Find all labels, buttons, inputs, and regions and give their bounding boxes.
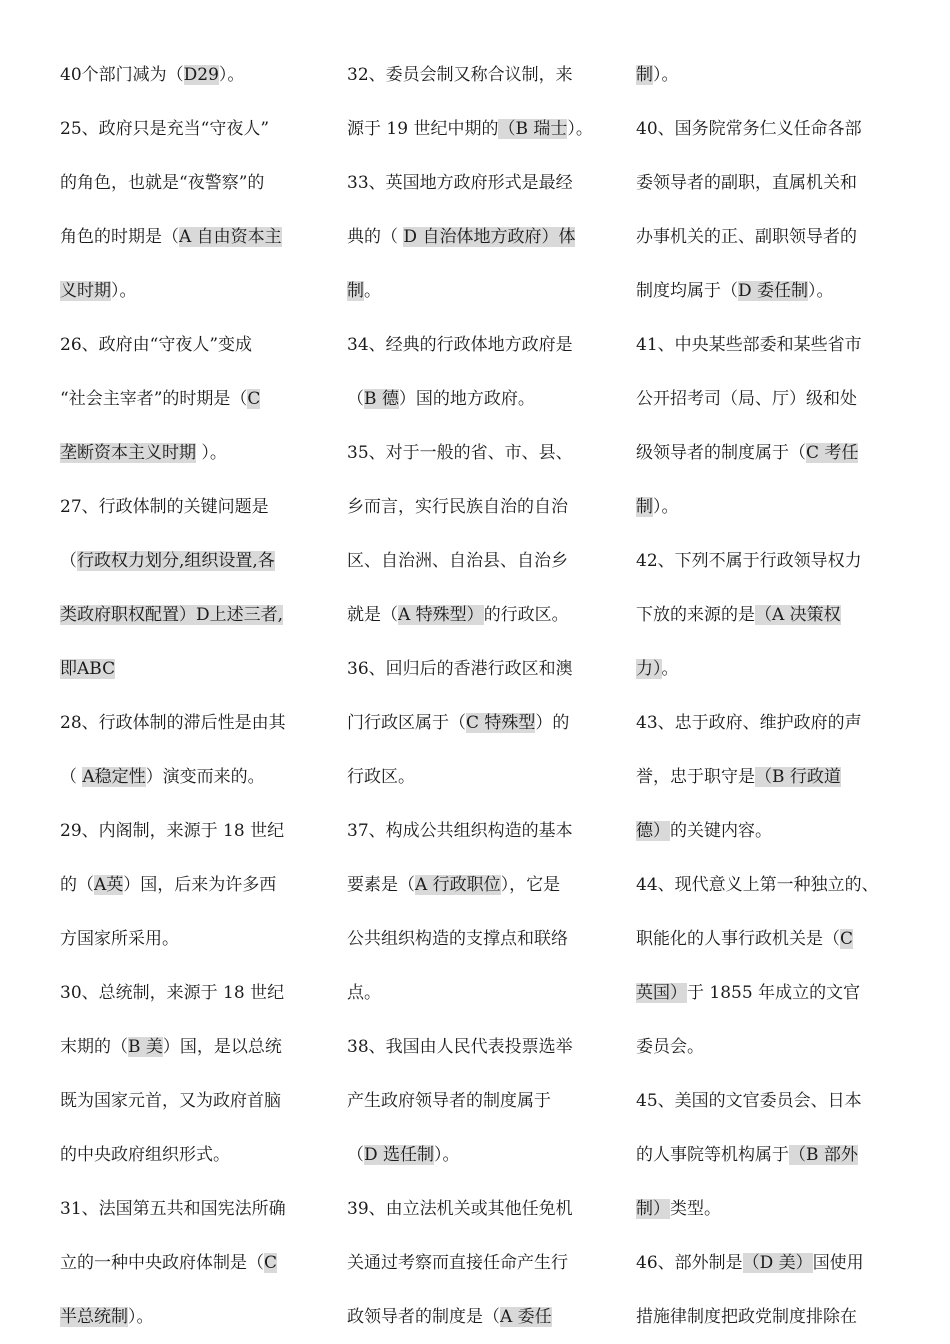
text-segment: 委员会。 [636,1037,704,1057]
highlighted-answer: A 自由资本主 [179,227,282,247]
text-segment: 29、内阁制，来源于 18 世纪 [60,821,285,841]
highlighted-answer: C [264,1253,278,1273]
highlighted-answer: A 委任 [500,1307,552,1327]
text-segment: 行政区。 [347,767,415,787]
text-line [347,1236,609,1290]
highlighted-answer: （D 美） [742,1253,813,1273]
text-segment: （ [60,767,83,787]
text-line [60,102,322,156]
text-line [60,210,322,264]
text-line [636,1182,898,1236]
highlighted-answer: 垄断资本主义时期 [60,443,196,463]
text-segment: 关通过考察而直接任命产生行 [347,1253,568,1273]
text-segment: 40个部门减为（ [60,65,184,85]
highlighted-answer: C 特殊型 [466,713,536,733]
text-line [347,696,609,750]
text-line [347,426,609,480]
text-line [60,1074,322,1128]
text-line [636,1020,898,1074]
highlighted-answer: D 选任制 [364,1145,435,1165]
text-segment: 。 [661,659,679,679]
text-segment: 委领导者的副职，直属机关和 [636,173,857,193]
text-line [636,318,898,372]
highlighted-answer: 德） [636,821,670,841]
text-line [60,480,322,534]
text-segment: 措施律制度把政党制度排除在 [636,1307,857,1327]
highlighted-answer: （B 部外 [789,1145,858,1165]
text-segment: 区、自治洲、自治县、自治乡 [347,551,568,571]
highlighted-answer: A 行政职位 [415,875,501,895]
text-line [60,1020,322,1074]
text-segment: 的（ [60,875,94,895]
text-line [60,804,322,858]
highlighted-answer: 即ABC [60,659,116,679]
text-segment: 38、我国由人民代表投票选举 [347,1037,573,1057]
text-segment: 41、中央某些部委和某些省市 [636,335,862,355]
text-segment: 要素是（ [347,875,415,895]
highlighted-answer: B 美 [128,1037,163,1057]
highlighted-answer: 半总统制 [60,1307,128,1327]
text-segment: ）国，是以总统 [162,1037,282,1057]
text-segment: 公开招考司（局、厅）级和处 [636,389,857,409]
text-segment: 33、英国地方政府形式是最经 [347,173,573,193]
text-segment: 32、委员会制又称合议制，来 [347,65,573,85]
text-line [347,1128,609,1182]
highlighted-answer: 义时期 [60,281,111,301]
text-segment: ）。 [567,119,593,139]
text-line [60,264,322,318]
highlighted-answer: （B 行政道 [755,767,841,787]
text-segment: ）演变而来的。 [145,767,265,787]
text-line [347,588,609,642]
text-line [347,318,609,372]
highlighted-answer: B 德 [364,389,399,409]
highlighted-answer: A 特殊型） [398,605,484,625]
text-line [636,156,898,210]
text-segment: 27、行政体制的关键问题是 [60,497,269,517]
text-segment: 的行政区。 [483,605,569,625]
text-segment: 既为国家元首，又为政府首脑 [60,1091,281,1111]
text-line [60,1128,322,1182]
text-segment: 誉，忠于职守是 [636,767,755,787]
text-line [636,588,898,642]
text-segment: 37、构成公共组织构造的基本 [347,821,573,841]
text-segment: 乡而言，实行民族自治的自治 [347,497,568,517]
text-line [636,1128,898,1182]
text-line [347,372,609,426]
text-segment: 的人事院等机构属于 [636,1145,789,1165]
text-segment: ）。 [218,65,245,85]
text-segment: 30、总统制，来源于 18 世纪 [60,983,285,1003]
text-segment: 下放的来源的是 [636,605,755,625]
text-line [347,966,609,1020]
text-line [636,642,898,696]
text-line [347,1074,609,1128]
text-line [60,372,322,426]
text-line [636,264,898,318]
text-line [347,1290,609,1344]
text-segment: 42、下列不属于行政领导权力 [636,551,862,571]
text-segment: ）国的地方政府。 [398,389,535,409]
text-segment: 34、经典的行政体地方政府是 [347,335,573,355]
text-segment: ）的 [535,713,570,733]
text-line [636,1236,898,1290]
text-segment: ）。 [808,281,834,301]
text-segment: ）。 [128,1307,154,1327]
highlighted-answer: D 自治体地方政府）体 [403,227,576,247]
text-segment: （ [347,1145,364,1165]
highlighted-answer: 力） [636,659,662,679]
text-line [347,1182,609,1236]
highlighted-answer: 行政权力划分,组织设置,各 [77,551,275,571]
text-line [60,750,322,804]
text-segment: （ [347,389,364,409]
text-line [60,534,322,588]
text-line [636,102,898,156]
text-line [60,1182,322,1236]
text-line [636,966,898,1020]
text-segment: 36、回归后的香港行政区和澳 [347,659,573,679]
text-segment: 于 1855 年成立的文官 [687,983,861,1003]
text-segment: ）。 [653,65,679,85]
text-segment: （ [60,551,77,571]
text-line [636,696,898,750]
text-segment: 45、美国的文官委员会、日本 [636,1091,862,1111]
text-segment: ）国，后来为许多西 [123,875,277,895]
text-line [60,858,322,912]
text-segment: 级领导者的制度属于（ [636,443,806,463]
text-segment: ），它是 [500,875,561,895]
text-line [347,750,609,804]
text-segment: 职能化的人事行政机关是（ [636,929,840,949]
text-segment: 公共组织构造的支撑点和联络 [347,929,568,949]
text-segment: 46、部外制是 [636,1253,743,1273]
text-segment: 国使用 [812,1253,864,1273]
highlighted-answer: D 委任制 [738,281,809,301]
highlighted-answer: C [840,929,854,949]
text-segment: 产生政府领导者的制度属于 [347,1091,551,1111]
text-line [636,912,898,966]
text-line [60,642,322,696]
text-segment: 方国家所采用。 [60,929,179,949]
text-line [60,156,322,210]
text-segment: 角色的时期是（ [60,227,179,247]
text-line [347,102,609,156]
text-line [60,1290,322,1344]
text-line [636,372,898,426]
text-line [347,156,609,210]
text-segment: 门行政区属于（ [347,713,466,733]
text-segment: 的关键内容。 [670,821,772,841]
text-segment: 的角色，也就是“夜警察”的 [60,173,265,193]
highlighted-answer: 英国） [636,983,687,1003]
text-line [347,642,609,696]
text-segment: ）。 [196,443,227,463]
text-line [636,534,898,588]
highlighted-answer: D29 [183,65,219,85]
highlighted-answer: 制） [636,1199,670,1219]
text-column-right [636,48,898,1344]
text-segment: 办事机关的正、副职领导者的 [636,227,857,247]
text-line [636,426,898,480]
text-line [347,48,609,102]
text-segment: 就是（ [347,605,398,625]
text-column-left [60,48,322,1344]
text-line [60,966,322,1020]
text-line [347,804,609,858]
text-line [347,912,609,966]
text-segment: 40、国务院常务仁义任命各部 [636,119,862,139]
text-segment: 43、忠于政府、维护政府的声 [636,713,862,733]
highlighted-answer: （A 决策权 [755,605,841,625]
text-segment: ）。 [653,497,679,517]
text-line [60,696,322,750]
text-line [636,210,898,264]
text-segment: 39、由立法机关或其他任免机 [347,1199,573,1219]
highlighted-answer: C 考任 [806,443,859,463]
text-segment: 源于 19 世纪中期的 [347,119,499,139]
text-segment: ）。 [434,1145,460,1165]
text-segment: 末期的（ [60,1037,128,1057]
text-segment: 类型。 [670,1199,721,1219]
text-segment: 26、政府由“守夜人”变成 [60,335,253,355]
highlighted-answer: A稳定性 [82,767,146,787]
text-segment: “社会主宰者”的时期是（ [60,389,248,409]
text-segment: 28、行政体制的滞后性是由其 [60,713,286,733]
highlighted-answer: C [247,389,261,409]
text-segment: 31、法国第五共和国宪法所确 [60,1199,286,1219]
text-line [347,534,609,588]
text-segment: 44、现代意义上第一种独立的、 [636,875,879,895]
text-line [347,264,609,318]
text-segment: 点。 [347,983,381,1003]
text-line [636,1074,898,1128]
text-segment: 立的一种中央政府体制是（ [60,1253,264,1273]
text-line [347,210,609,264]
text-line [636,858,898,912]
text-segment: 典的（ [347,227,404,247]
text-line [60,1236,322,1290]
text-segment: ）。 [111,281,137,301]
highlighted-answer: （B 瑞士 [498,119,568,139]
text-line [636,48,898,102]
text-line [347,858,609,912]
text-line [60,426,322,480]
text-segment: 政领导者的制度是（ [347,1307,500,1327]
highlighted-answer: 类政府职权配置）D上述三者, [60,605,284,625]
highlighted-answer: 制 [347,281,364,301]
text-line [636,750,898,804]
text-line [636,804,898,858]
text-line [60,318,322,372]
text-line [636,1290,898,1344]
text-line [60,48,322,102]
text-line [347,480,609,534]
text-segment: 。 [364,281,381,301]
text-segment: 的中央政府组织形式。 [60,1145,230,1165]
text-line [347,1020,609,1074]
text-segment: 35、对于一般的省、市、县、 [347,443,573,463]
highlighted-answer: 制 [636,65,653,85]
text-column-middle [347,48,609,1344]
text-line [60,588,322,642]
text-segment: 制度均属于（ [636,281,738,301]
highlighted-answer: 制 [636,497,653,517]
text-line [60,912,322,966]
text-line [636,480,898,534]
highlighted-answer: A英 [94,875,124,895]
text-segment: 25、政府只是充当“守夜人” [60,119,270,139]
